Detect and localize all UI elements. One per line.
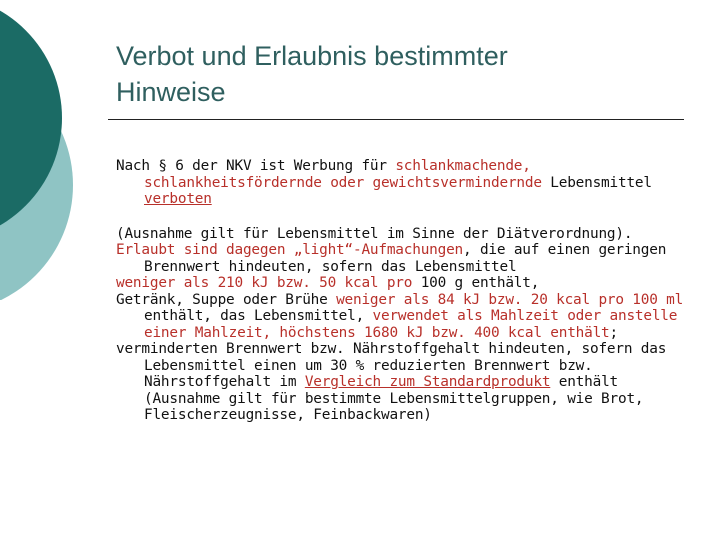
highlight-meal-replacement: verwendet als Mahlzeit oder anstelle einer Mahlzeit, höchstens 1680 kJ bzw. 400 kcal enthält: [144, 308, 678, 341]
highlight-light: Erlaubt sind dagegen „light“-Aufmachungen: [116, 242, 464, 258]
text-segment: enthält (Ausnahme gilt für bestimmte Lebensmittelgruppen, wie Brot, Fleischerzeugnisse, Feinbackwaren): [144, 374, 644, 423]
slide-title-line-2: Hinweise: [116, 77, 226, 107]
highlight-comparison: Vergleich zum Standardprodukt: [304, 374, 551, 390]
highlight-claims: schlankmachende, schlankheitsfördernde oder gewichtsvermindernde: [144, 158, 542, 191]
paragraph-gap: [116, 208, 691, 226]
decorative-circles: [0, 0, 110, 300]
highlight-limit-solid: weniger als 210 kJ bzw. 50 kcal pro: [116, 275, 421, 291]
paragraph-ban: [116, 158, 691, 208]
text-segment: 100 g enthält,: [420, 275, 540, 291]
title-divider: [108, 119, 684, 120]
highlight-limit-liquid: weniger als 84 kJ bzw. 20 kcal pro 100 ml: [336, 291, 684, 308]
slide-title: [116, 38, 696, 110]
text-segment: verminderten Brennwert bzw. Nährstoffgehalt hindeuten, sofern das Lebensmittel einen um 30 % reduzierten Brennwert bzw. Nährstoffgehalt im: [116, 341, 667, 390]
slide-title-line-1: Verbot und Erlaubnis bestimmter: [116, 41, 508, 71]
paragraph-exception: (Ausnahme gilt für Lebensmittel im Sinne der Diätverordnung).: [116, 225, 633, 242]
highlight-verboten: verboten: [144, 191, 212, 207]
text-segment: Nach § 6 der NKV ist Werbung für: [116, 158, 396, 174]
paragraph-limit-solid: [116, 275, 691, 292]
paragraph-allowed: [116, 242, 691, 275]
text-segment: Getränk, Suppe oder Brühe: [116, 291, 337, 308]
text-segment: Lebensmittel: [541, 174, 652, 191]
slide-body: [116, 158, 691, 424]
text-segment: enthält, das Lebensmittel,: [144, 308, 373, 324]
paragraph-reduced: [116, 341, 691, 424]
text-segment: ;: [609, 324, 618, 341]
paragraph-limit-liquid: [116, 292, 691, 342]
text-segment: , die auf einen geringen Brennwert hindeuten, sofern das Lebensmittel: [144, 242, 667, 275]
